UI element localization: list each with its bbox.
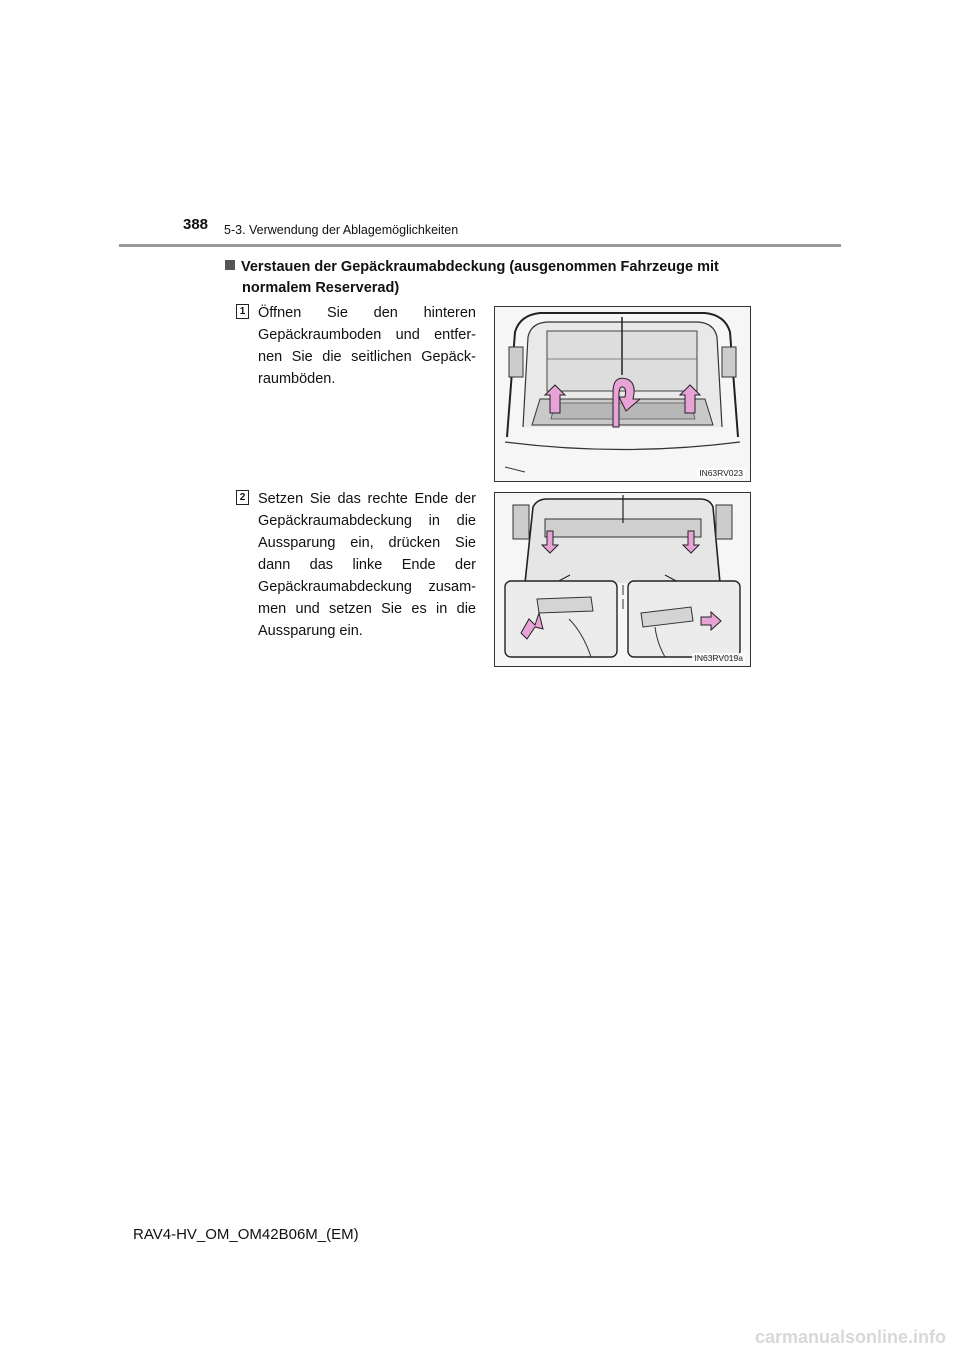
figure-trunk-floor-open	[494, 306, 751, 482]
watermark: carmanualsonline.info	[754, 1327, 946, 1347]
square-bullet-icon	[225, 260, 235, 270]
figure-cover-install	[494, 492, 751, 667]
sub-heading	[225, 257, 765, 299]
section-header: 5-3. Verwendung der Ablagemöglichkeiten	[224, 223, 459, 237]
footer-doc-id: RAV4-HV_OM_OM42B06M_(EM)	[133, 1226, 359, 1243]
step-text-1: Öffnen Sie den hinteren Gepäckraumboden und entfer-nen Sie die seitlichen Gepäck-raumböden.	[258, 305, 476, 387]
step-badge-1: 1	[236, 304, 249, 319]
step-badge-2: 2	[236, 490, 249, 505]
figure-code-1: IN63RV023	[699, 468, 743, 478]
sub-heading-line1: Verstauen der Gepäckraumabdeckung (ausgenommen Fahrzeuge mit	[241, 259, 719, 275]
step-text-2: Setzen Sie das rechte Ende der Gepäckraumabdeckung in die Aussparung ein, drücken Sie dann das linke Ende der Gepäckraumabdeckung zusam-men und setzen Sie es in die Aussparung ein.	[258, 491, 476, 639]
page-number: 388	[183, 216, 209, 233]
header-rule	[119, 244, 841, 247]
figure-code-2: IN63RV019a	[694, 653, 743, 663]
sub-heading-line2: normalem Reserverad)	[242, 280, 400, 296]
